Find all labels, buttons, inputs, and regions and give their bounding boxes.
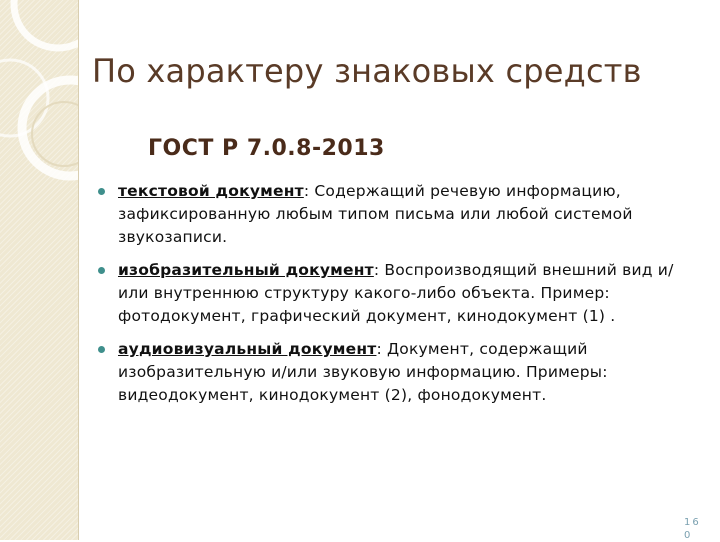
sidebar-divider [78,0,79,540]
term-label: изобразительный документ [118,261,374,279]
slide-subtitle: ГОСТ Р 7.0.8-2013 [148,136,385,161]
term-definition: : Воспроизводящий внешний вид и/или внутреннюю структуру какого-либо объекта. Пример: фотодокумент, графический документ, кинодокумент (1) . [118,261,674,325]
list-item [98,259,698,328]
item-text [118,259,698,328]
list-item [98,180,698,249]
definition-list [98,180,698,417]
term-label: текстовой документ [118,182,304,200]
bullet-icon [98,267,105,274]
deco-circle-1 [14,0,78,48]
page-number: 160 [684,517,701,541]
deco-circle-2 [22,80,78,176]
term-label: аудиовизуальный документ [118,340,377,358]
item-text [118,338,698,407]
list-item [98,338,698,407]
bullet-icon [98,346,105,353]
slide-title: По характеру знаковых средств [92,52,642,90]
term-definition: : Содержащий речевую информацию, зафиксированную любым типом письма или любой системой звукозаписи. [118,182,633,246]
decorative-sidebar [0,0,78,540]
bullet-icon [98,188,105,195]
deco-circle-4 [32,102,78,166]
term-definition: : Документ, содержащий изобразительную и/или звуковую информацию. Примеры: видеодокумент, кинодокумент (2), фонодокумент. [118,340,608,404]
item-text [118,180,698,249]
decorative-circles [0,0,78,540]
